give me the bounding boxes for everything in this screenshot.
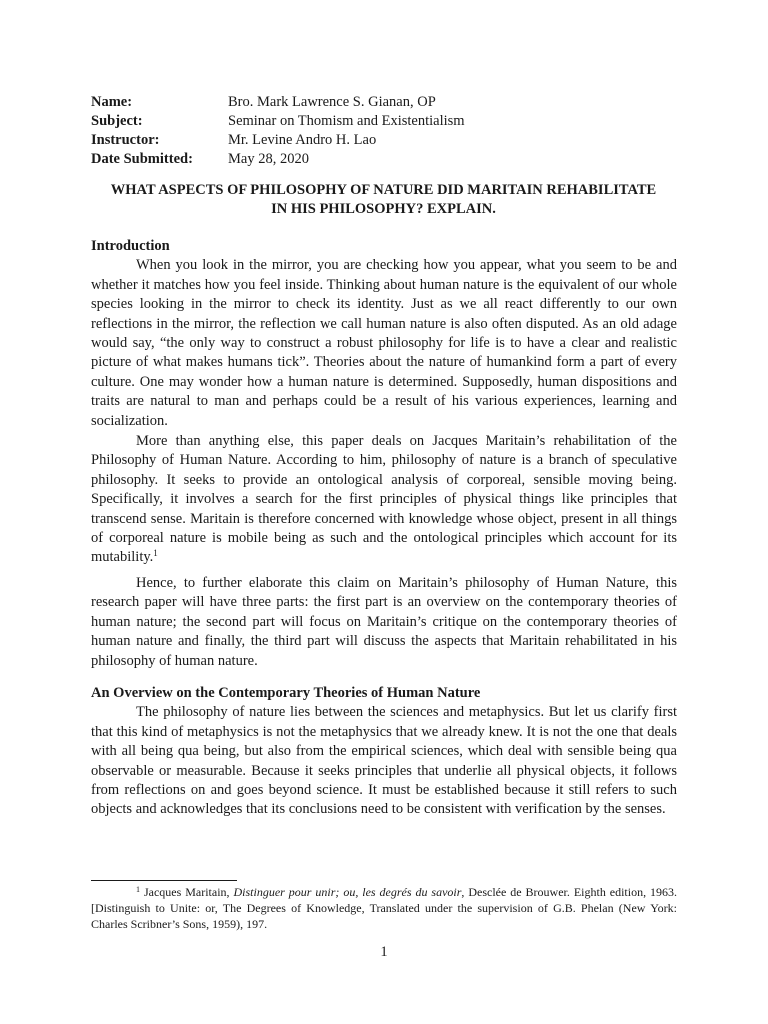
introduction-paragraph-3: Hence, to further elaborate this claim on Maritain’s philosophy of Human Nature, this research paper will have three parts: the first part is an overview on the contemporary theories of human nature; the second part will focus on Maritain’s critique on the contemporary theories of human nature and finally, the third part will discuss the aspects that Maritain rehabilitated in his philosophy of human nature.	[91, 575, 677, 669]
introduction-paragraph-3-block	[91, 574, 677, 671]
footnote-divider	[91, 880, 237, 881]
overview-heading: An Overview on the Contemporary Theories of Human Nature	[91, 685, 481, 701]
name-row	[91, 93, 465, 112]
name-value: Bro. Mark Lawrence S. Gianan, OP	[228, 94, 436, 110]
footnote	[91, 884, 677, 932]
footnote-mark: 1	[136, 885, 140, 894]
introduction-paragraph-1: When you look in the mirror, you are checking how you appear, what you seem to be and whether it matches how you feel inside. Thinking about human nature is the equivalent of our whole species looking in the mirror to check its identity. Just as we all react differently to our own reflections in the mirror, the reflection we call human nature is also often disputed. As an old adage would say, “the only way to construct a robust philosophy for life is to have a clear and realistic picture of what makes humans tick”. Theories about the nature of humankind form a part of every culture. One may wonder how a human nature is determined. Supposedly, human dispositions and traits are natural to man and perhaps could be a result of his various experiences, learning and socialization.	[91, 257, 677, 429]
name-label: Name:	[91, 94, 133, 110]
title-line-1: WHAT ASPECTS OF PHILOSOPHY OF NATURE DID MARITAIN REHABILITATE	[110, 182, 657, 198]
introduction-heading: Introduction	[91, 238, 170, 254]
overview-paragraph-1: The philosophy of nature lies between the sciences and metaphysics. But let us clarify first that this kind of metaphysics is not the metaphysics that we already knew. It is not the one that deals with all being qua being, but also from the empirical sciences, which deal with sensible being qua observable or measurable. Because it seeks principles that underlie all physical objects, it follows from reflections on and goes beyond science. It must be established because it still refers to such objects and acknowledges that its conclusions need to be consistent with verification by the senses.	[91, 704, 677, 818]
introduction-paragraph-2	[91, 432, 677, 568]
overview-section	[91, 684, 677, 820]
introduction-paragraph-2-text: More than anything else, this paper deals on Jacques Maritain’s rehabilitation of the Philosophy of Human Nature. According to him, philosophy of nature is a branch of speculative philosophy. It seeks to provide an ontological analysis of corporeal, sensible moving being. Specifically, it involves a search for the first principles of physical things like principles that transcend sense. Maritain is therefore concerned with knowledge whose object, present in all things of corporeal nature is mobile being as such and the ontological principles which account for its mutability.	[91, 433, 677, 566]
footnote-rest: , Desclée de Brouwer. Eighth edition, 1963. [Distinguish to Unite: or, The Degrees of Knowledge, Translated under the supervision of G.B. Phelan (New York: Charles Scribner’s Sons, 1959), 197.	[91, 885, 678, 931]
page-number: 1	[380, 944, 388, 960]
introduction-paragraph-2-block	[91, 432, 677, 568]
subject-row	[91, 112, 465, 131]
footnote-author: Jacques Maritain,	[143, 885, 234, 899]
instructor-row	[91, 131, 465, 150]
footnote-reference: 1	[153, 548, 158, 559]
header-block	[91, 93, 465, 169]
title-line-2: IN HIS PHILOSOPHY? EXPLAIN.	[271, 201, 496, 217]
date-value: May 28, 2020	[228, 151, 309, 167]
date-row	[91, 150, 465, 169]
page-title	[91, 181, 676, 219]
instructor-label: Instructor:	[91, 132, 160, 148]
footnote-work-title: Distinguer pour unir; ou, les degrés du savoir	[233, 885, 462, 899]
instructor-value: Mr. Levine Andro H. Lao	[228, 132, 377, 148]
subject-value: Seminar on Thomism and Existentialism	[228, 113, 465, 129]
introduction-section	[91, 237, 677, 431]
date-label: Date Submitted:	[91, 151, 193, 167]
subject-label: Subject:	[91, 113, 143, 129]
